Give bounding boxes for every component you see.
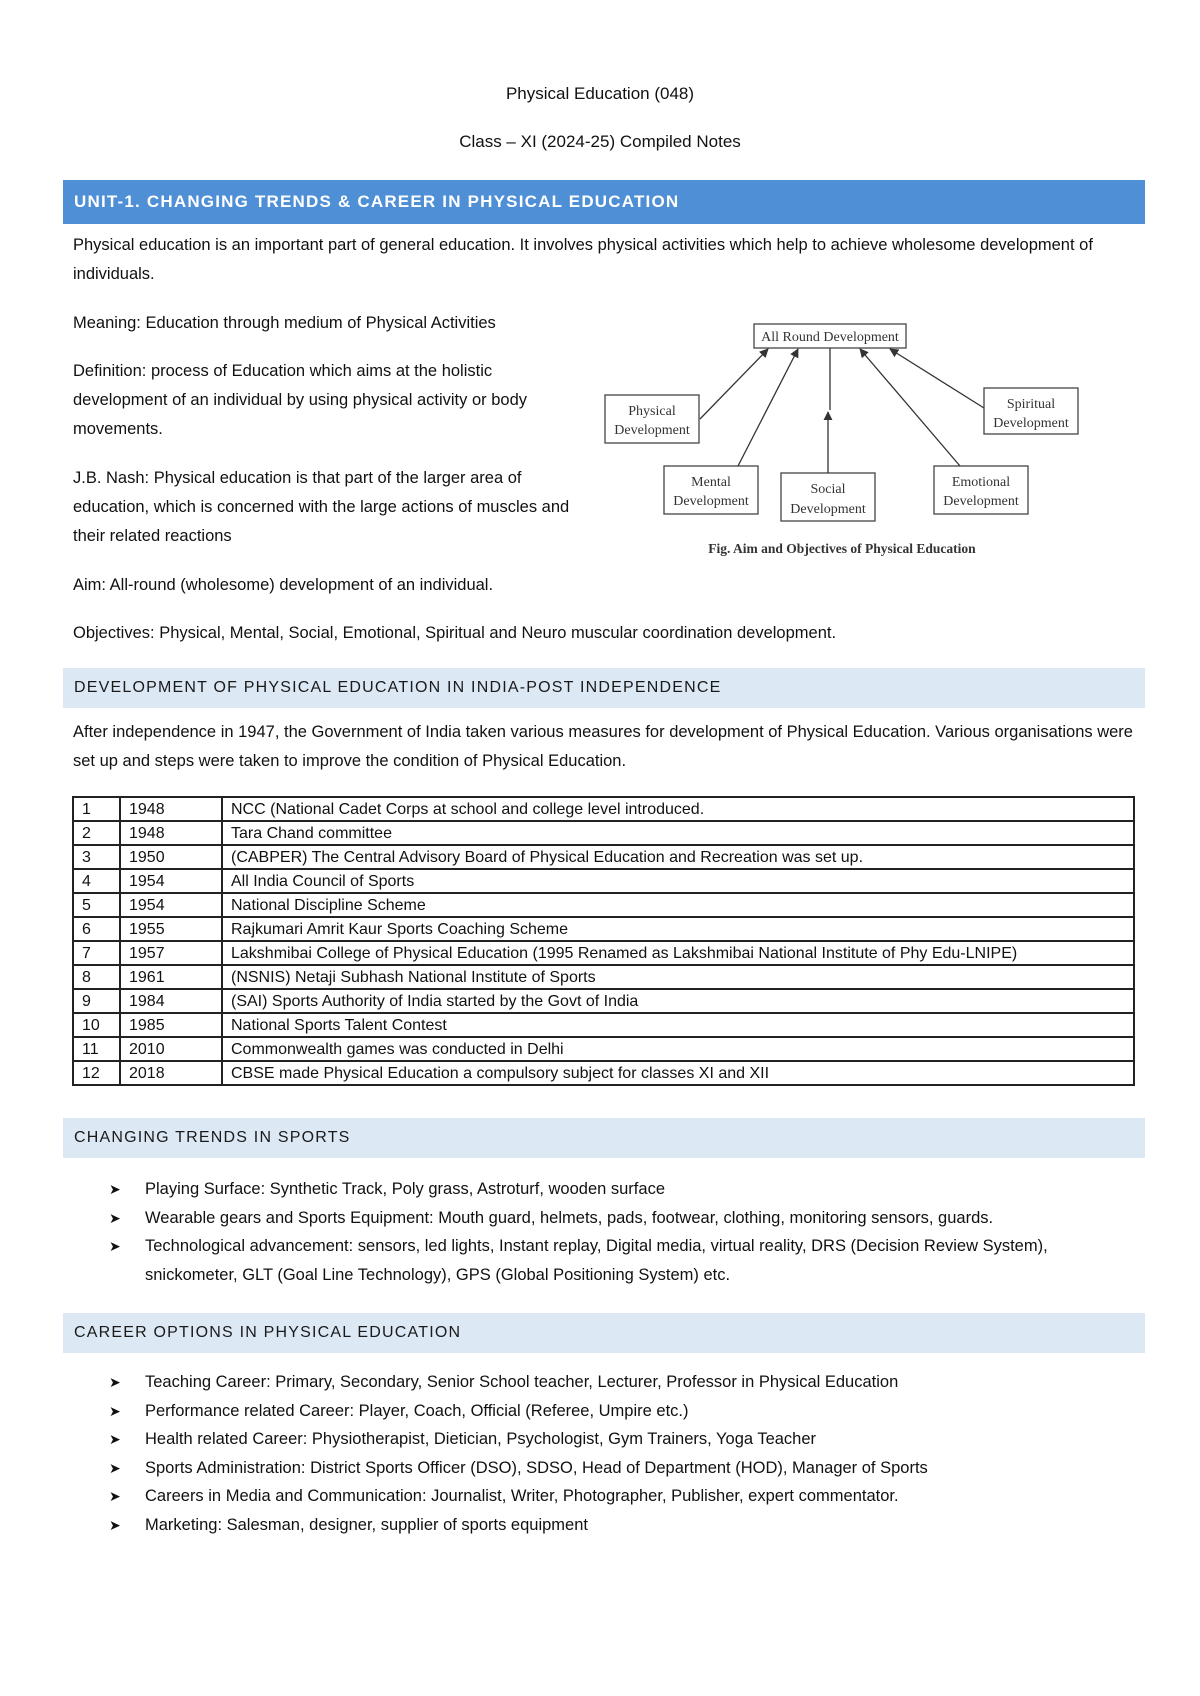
row-event-cell: National Sports Talent Contest xyxy=(222,1013,1134,1037)
list-item xyxy=(73,1175,1133,1204)
list-item xyxy=(73,1425,1133,1454)
row-number-cell: 11 xyxy=(73,1037,120,1061)
row-year-cell: 2018 xyxy=(120,1061,222,1085)
row-event-cell: (SAI) Sports Authority of India started by the Govt of India xyxy=(222,989,1134,1013)
career-item-text: Teaching Career: Primary, Secondary, Senior School teacher, Lecturer, Professor in Physical Education xyxy=(145,1373,899,1391)
row-year-cell: 1954 xyxy=(120,869,222,893)
arrow-bullet-icon: ➤ xyxy=(109,1488,121,1504)
development-heading: DEVELOPMENT OF PHYSICAL EDUCATION IN INDIA-POST INDEPENDENCE xyxy=(63,668,1145,708)
row-number-cell: 10 xyxy=(73,1013,120,1037)
arrow-bullet-icon: ➤ xyxy=(109,1374,121,1390)
intro-paragraph: Physical education is an important part of general education. It involves physical activities which help to achieve wholesome development of individuals. xyxy=(73,236,1093,283)
diagram-spiritual-line2: Development xyxy=(993,416,1069,431)
row-event-cell: Commonwealth games was conducted in Delhi xyxy=(222,1037,1134,1061)
arrow-bullet-icon: ➤ xyxy=(109,1402,121,1419)
row-event-cell: (NSNIS) Netaji Subhash National Institute of Sports xyxy=(222,965,1134,989)
diagram-social-line1: Social xyxy=(810,482,846,497)
aim-text: Aim: All-round (wholesome) development of an individual. xyxy=(73,576,494,594)
row-event-cell: CBSE made Physical Education a compulsory subject for classes XI and XII xyxy=(222,1061,1134,1085)
diagram-center-label: All Round Development xyxy=(761,330,899,345)
table-row xyxy=(73,1037,1134,1061)
row-event-cell: NCC (National Cadet Corps at school and college level introduced. xyxy=(222,797,1134,821)
unit-heading: UNIT-1. CHANGING TRENDS & CAREER IN PHYSICAL EDUCATION xyxy=(63,180,1145,224)
row-year-cell: 1950 xyxy=(120,845,222,869)
row-number-cell: 6 xyxy=(73,917,120,941)
arrow-bullet-icon: ➤ xyxy=(109,1181,121,1197)
physical-arrow xyxy=(700,349,768,419)
row-number-cell: 8 xyxy=(73,965,120,989)
table-row xyxy=(73,869,1134,893)
table-row xyxy=(73,1013,1134,1037)
row-year-cell: 2010 xyxy=(120,1037,222,1061)
arrow-bullet-icon: ➤ xyxy=(109,1459,121,1476)
diagram-physical-line2: Development xyxy=(614,423,690,438)
row-year-cell: 1948 xyxy=(120,821,222,845)
row-year-cell: 1961 xyxy=(120,965,222,989)
document-subtitle: Class – XI (2024-25) Compiled Notes xyxy=(459,132,741,151)
objectives-text: Objectives: Physical, Mental, Social, Emotional, Spiritual and Neuro muscular coordination development. xyxy=(73,624,837,642)
table-row xyxy=(73,845,1134,869)
development-intro: After independence in 1947, the Government of India taken various measures for development of Physical Education. Various organisations were set up and steps were taken to improve the condition of Physical Education. xyxy=(73,723,1133,770)
row-event-cell: Rajkumari Amrit Kaur Sports Coaching Scheme xyxy=(222,917,1134,941)
list-item xyxy=(73,1397,1133,1426)
row-year-cell: 1985 xyxy=(120,1013,222,1037)
row-number-cell: 9 xyxy=(73,989,120,1013)
row-event-cell: Tara Chand committee xyxy=(222,821,1134,845)
row-number-cell: 3 xyxy=(73,845,120,869)
career-item-text: Marketing: Salesman, designer, supplier of sports equipment xyxy=(145,1515,588,1534)
list-item xyxy=(73,1511,1133,1540)
row-year-cell: 1984 xyxy=(120,989,222,1013)
row-number-cell: 2 xyxy=(73,821,120,845)
trends-list xyxy=(73,1175,1133,1289)
table-row xyxy=(73,797,1134,821)
career-item-text: Performance related Career: Player, Coach, Official (Referee, Umpire etc.) xyxy=(145,1401,689,1420)
arrow-bullet-icon: ➤ xyxy=(109,1209,121,1226)
trend-item-text: Playing Surface: Synthetic Track, Poly grass, Astroturf, wooden surface xyxy=(145,1180,665,1198)
arrow-bullet-icon: ➤ xyxy=(109,1516,121,1533)
table-row xyxy=(73,965,1134,989)
row-number-cell: 4 xyxy=(73,869,120,893)
table-row xyxy=(73,917,1134,941)
nash-definition-text: J.B. Nash: Physical education is that part of the larger area of education, which is concerned with the large actions of muscles and their related reactions xyxy=(73,469,570,545)
mental-arrow xyxy=(738,349,798,466)
careers-list xyxy=(73,1368,1133,1539)
definition-text: Definition: process of Education which aims at the holistic development of an individual by using physical activity or body movements. xyxy=(73,362,528,438)
career-item-text: Sports Administration: District Sports Officer (DSO), SDSO, Head of Department (HOD), Manager of Sports xyxy=(145,1458,928,1477)
trend-item-text: Wearable gears and Sports Equipment: Mouth guard, helmets, pads, footwear, clothing, monitoring sensors, guards. xyxy=(145,1208,994,1227)
diagram-emotional-line2: Development xyxy=(943,494,1019,509)
careers-heading: CAREER OPTIONS IN PHYSICAL EDUCATION xyxy=(63,1313,1145,1353)
table-row xyxy=(73,821,1134,845)
table-row xyxy=(73,941,1134,965)
row-year-cell: 1948 xyxy=(120,797,222,821)
list-item xyxy=(73,1454,1133,1483)
row-number-cell: 12 xyxy=(73,1061,120,1085)
diagram-caption: Fig. Aim and Objectives of Physical Education xyxy=(708,541,976,556)
diagram-physical-line1: Physical xyxy=(628,404,676,419)
row-year-cell: 1957 xyxy=(120,941,222,965)
row-number-cell: 5 xyxy=(73,893,120,917)
row-number-cell: 7 xyxy=(73,941,120,965)
diagram-emotional-line1: Emotional xyxy=(951,475,1011,490)
row-event-cell: (CABPER) The Central Advisory Board of Physical Education and Recreation was set up. xyxy=(222,845,1134,869)
meaning-text: Meaning: Education through medium of Physical Activities xyxy=(73,314,496,332)
diagram-spiritual-line1: Spiritual xyxy=(1006,397,1056,412)
diagram-social-line2: Development xyxy=(790,502,866,517)
spiritual-arrow xyxy=(890,349,984,408)
table-row xyxy=(73,989,1134,1013)
development-table xyxy=(72,796,1135,1086)
arrow-bullet-icon: ➤ xyxy=(109,1238,121,1254)
diagram-mental-line1: Mental xyxy=(691,475,731,490)
list-item xyxy=(73,1232,1133,1289)
row-event-cell: All India Council of Sports xyxy=(222,869,1134,893)
table-row xyxy=(73,893,1134,917)
row-event-cell: Lakshmibai College of Physical Education (1995 Renamed as Lakshmibai National Institute of Phy Edu-LNIPE) xyxy=(222,941,1134,965)
list-item xyxy=(73,1368,1133,1397)
row-event-cell: National Discipline Scheme xyxy=(222,893,1134,917)
career-item-text: Careers in Media and Communication: Journalist, Writer, Photographer, Publisher, expert commentator. xyxy=(145,1487,899,1505)
trend-item-text: Technological advancement: sensors, led lights, Instant replay, Digital media, virtual reality, DRS (Decision Review System), snickometer, GLT (Goal Line Technology), GPS (Global Positioning System) etc. xyxy=(145,1237,1048,1284)
arrow-bullet-icon: ➤ xyxy=(109,1431,121,1447)
trends-heading: CHANGING TRENDS IN SPORTS xyxy=(63,1118,1145,1158)
list-item xyxy=(73,1482,1133,1511)
career-item-text: Health related Career: Physiotherapist, Dietician, Psychologist, Gym Trainers, Yoga Teacher xyxy=(145,1430,817,1448)
row-year-cell: 1955 xyxy=(120,917,222,941)
row-year-cell: 1954 xyxy=(120,893,222,917)
aim-objectives-diagram xyxy=(600,318,1090,563)
emotional-arrow xyxy=(860,349,960,466)
list-item xyxy=(73,1204,1133,1233)
document-title: Physical Education (048) xyxy=(505,84,695,103)
diagram-mental-line2: Development xyxy=(673,494,749,509)
row-number-cell: 1 xyxy=(73,797,120,821)
table-row xyxy=(73,1061,1134,1085)
